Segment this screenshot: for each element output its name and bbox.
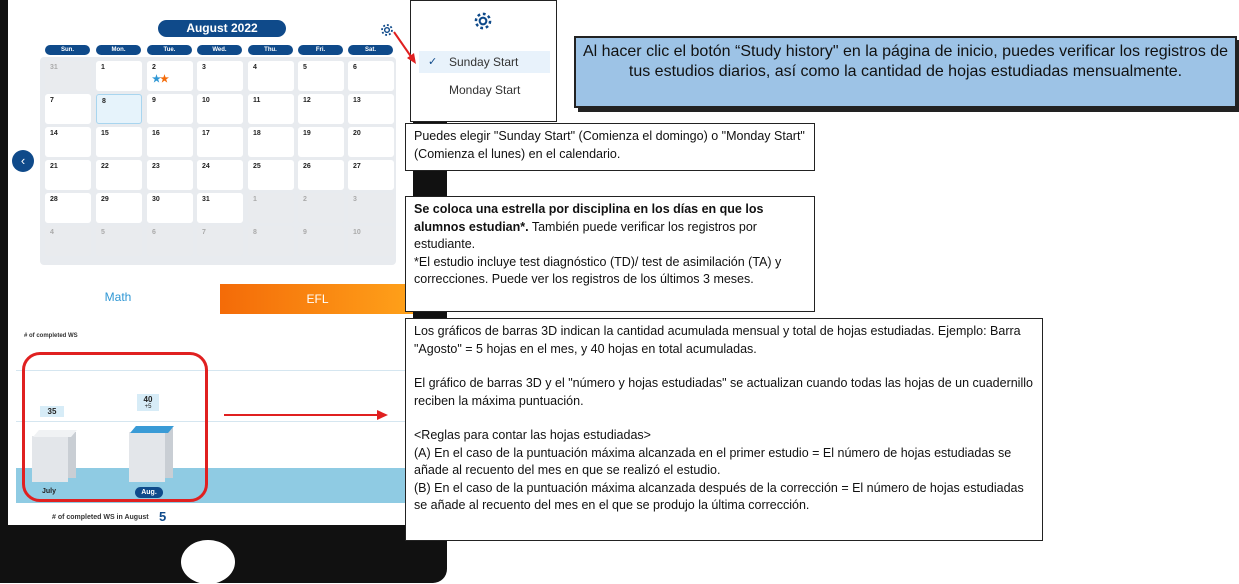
calendar-day[interactable]: [348, 127, 394, 157]
day-number: 6: [353, 64, 357, 71]
home-button[interactable]: [181, 540, 235, 584]
day-number: 22: [101, 163, 109, 170]
day-number: 10: [353, 229, 361, 236]
total-label: # of completed WS in August: [52, 514, 149, 521]
calendar-day[interactable]: [348, 226, 394, 256]
day-number: 24: [202, 163, 210, 170]
calendar-day[interactable]: [197, 94, 243, 124]
weekday-label: Fri.: [298, 45, 343, 55]
calendar-day[interactable]: [248, 193, 294, 223]
tablet-frame: [0, 0, 447, 583]
day-number: 31: [50, 64, 58, 71]
day-number: 5: [101, 229, 105, 236]
day-number: 6: [152, 229, 156, 236]
calendar-day[interactable]: [96, 226, 142, 256]
calendar-day[interactable]: [197, 61, 243, 91]
week-start-note: [405, 123, 815, 171]
bars-text-2: El gráfico de barras 3D y el "número y hojas estudiadas" se actualizan cuando todas las hojas de un cuadernillo reciben la máxima puntuación.: [414, 376, 1033, 408]
calendar-day[interactable]: [197, 160, 243, 190]
bar-value-label: 35: [40, 406, 64, 417]
stars-note: [405, 196, 815, 312]
day-number: 4: [50, 229, 54, 236]
calendar-day[interactable]: [248, 226, 294, 256]
option-label: Monday Start: [449, 83, 521, 97]
week-start-popup: [410, 0, 557, 122]
day-number: 1: [101, 64, 105, 71]
calendar-day[interactable]: [147, 160, 193, 190]
calendar-day[interactable]: [147, 127, 193, 157]
calendar-day[interactable]: [45, 94, 91, 124]
gear-icon: [473, 11, 493, 31]
calendar-day[interactable]: [298, 94, 344, 124]
x-axis-label: Aug.: [135, 487, 163, 498]
day-number: 3: [353, 196, 357, 203]
option-sunday-start[interactable]: [419, 51, 550, 73]
bar-side: [165, 428, 173, 478]
calendar-day[interactable]: [45, 193, 91, 223]
day-number: 11: [253, 97, 261, 104]
calendar-day[interactable]: [197, 226, 243, 256]
calendar-day[interactable]: [197, 127, 243, 157]
day-number: 28: [50, 196, 58, 203]
calendar-day[interactable]: [45, 226, 91, 256]
calendar-day[interactable]: [348, 193, 394, 223]
day-number: 29: [101, 196, 109, 203]
arrow-icon: [222, 408, 392, 422]
bar-value-label: 40 +5: [137, 394, 159, 411]
calendar-day[interactable]: [298, 226, 344, 256]
stars-text: También puede verificar los registros por estudiante.: [414, 219, 757, 251]
calendar-day[interactable]: [96, 193, 142, 223]
calendar-day[interactable]: [96, 127, 142, 157]
weekday-label: Wed.: [197, 45, 242, 55]
calendar-day[interactable]: [96, 94, 142, 124]
calendar-day[interactable]: [147, 193, 193, 223]
tablet-screen: [8, 0, 413, 525]
day-number: 27: [353, 163, 361, 170]
day-number: 1: [253, 196, 257, 203]
total-value: 5: [159, 509, 167, 524]
calendar-day[interactable]: [45, 61, 91, 91]
day-number: 20: [353, 130, 361, 137]
day-number: 4: [253, 64, 257, 71]
check-icon: ✓: [428, 56, 438, 68]
calendar-day[interactable]: [348, 94, 394, 124]
day-number: 13: [353, 97, 361, 104]
bars-text-4: (A) En el caso de la puntuación máxima alcanzada en el primer estudio = El número de hojas estudiadas se añade al recuento del mes en que se realizó el estudio.: [414, 445, 1012, 477]
bars-note: [405, 318, 1043, 541]
bar-top: [130, 426, 174, 433]
option-monday-start[interactable]: [419, 79, 550, 101]
calendar-day[interactable]: [147, 94, 193, 124]
day-number: 23: [152, 163, 160, 170]
day-number: 15: [101, 130, 109, 137]
day-number: 16: [152, 130, 160, 137]
chart-label: # of completed WS: [24, 333, 78, 339]
calendar-day[interactable]: [248, 160, 294, 190]
day-number: 2: [152, 64, 156, 71]
day-number: 3: [202, 64, 206, 71]
day-number: 7: [50, 97, 54, 104]
weekday-label: Sun.: [45, 45, 90, 55]
tab-math[interactable]: Math: [104, 290, 132, 304]
calendar-day[interactable]: [248, 61, 294, 91]
week-start-text: Puedes elegir "Sunday Start" (Comienza el domingo) o "Monday Start" (Comienza el lunes) en el calendario.: [414, 129, 805, 161]
weekday-label: Tue.: [147, 45, 192, 55]
day-number: 21: [50, 163, 58, 170]
weekday-label: Thu.: [248, 45, 293, 55]
calendar-day[interactable]: [298, 193, 344, 223]
calendar-day[interactable]: [298, 61, 344, 91]
option-label: Sunday Start: [449, 55, 519, 69]
chevron-left-icon[interactable]: ‹: [12, 150, 34, 172]
day-number: 5: [303, 64, 307, 71]
day-number: 9: [152, 97, 156, 104]
bar: [129, 432, 165, 482]
weekday-label: Sat.: [348, 45, 393, 55]
bar-top: [33, 430, 77, 437]
day-number: 8: [102, 98, 106, 105]
calendar-day[interactable]: [45, 160, 91, 190]
tab-efl[interactable]: EFL: [220, 284, 413, 314]
calendar-day[interactable]: [147, 61, 193, 91]
day-number: 12: [303, 97, 311, 104]
calendar-day[interactable]: [197, 193, 243, 223]
bar-side: [68, 432, 76, 478]
bars-text-3: <Reglas para contar las hojas estudiadas>: [414, 428, 651, 442]
calendar-day[interactable]: [248, 127, 294, 157]
day-number: 25: [253, 163, 261, 170]
day-number: 17: [202, 130, 210, 137]
calendar-day[interactable]: [45, 127, 91, 157]
day-number: 9: [303, 229, 307, 236]
calendar-day[interactable]: [147, 226, 193, 256]
star-icon: ★★: [152, 74, 168, 85]
stars-bold-text: Se coloca una estrella por disciplina en los días en que los alumnos estudian*.: [414, 202, 764, 234]
day-number: 7: [202, 229, 206, 236]
bar: [32, 436, 68, 482]
day-number: 19: [303, 130, 311, 137]
day-number: 26: [303, 163, 311, 170]
x-axis-label: July: [42, 488, 57, 495]
day-number: 31: [202, 196, 210, 203]
calendar-day[interactable]: [96, 61, 142, 91]
arrow-icon: [390, 28, 420, 68]
bars-text-1: Los gráficos de barras 3D indican la cantidad acumulada mensual y total de hojas estudiadas. Ejemplo: Barra "Agosto" = 5 hojas en el mes, y 40 hojas en total acumuladas.: [414, 324, 1021, 356]
main-callout: Al hacer clic el botón “Study history" en la página de inicio, puedes verificar los registros de tus estudios diarios, así como la cantidad de hojas estudiadas mensualmente.: [574, 36, 1237, 108]
day-number: 10: [202, 97, 210, 104]
calendar-day[interactable]: [96, 160, 142, 190]
bars-text-5: (B) En el caso de la puntuación máxima alcanzada después de la corrección = El número de hojas estudiadas se añade al recuento del mes en el que se produjo la última corrección.: [414, 480, 1024, 512]
day-number: 2: [303, 196, 307, 203]
day-number: 30: [152, 196, 160, 203]
calendar-day[interactable]: [348, 61, 394, 91]
day-number: 18: [253, 130, 261, 137]
day-number: 14: [50, 130, 58, 137]
calendar-day[interactable]: [298, 160, 344, 190]
month-title: August 2022: [158, 20, 286, 37]
stars-footnote: *El estudio incluye test diagnóstico (TD)/ test de asimilación (TA) y correcciones. Puede ver los registros de los últimos 3 meses.: [414, 254, 782, 286]
weekday-label: Mon.: [96, 45, 141, 55]
day-number: 8: [253, 229, 257, 236]
calendar-day[interactable]: [248, 94, 294, 124]
calendar-day[interactable]: [298, 127, 344, 157]
calendar-day[interactable]: [348, 160, 394, 190]
